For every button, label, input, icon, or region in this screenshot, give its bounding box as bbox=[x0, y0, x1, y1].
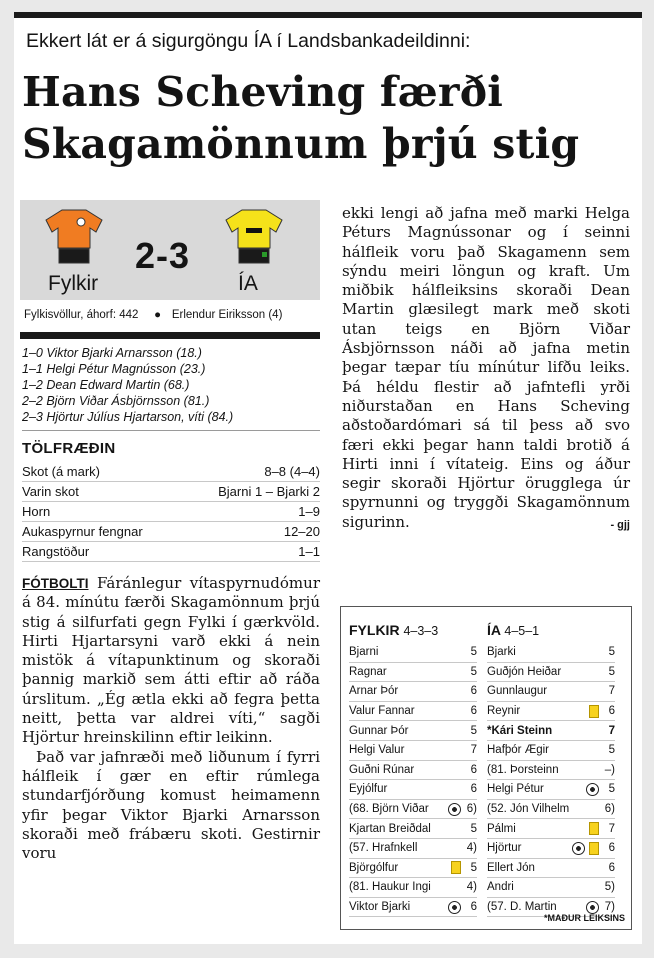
player-name: Arnar Þór bbox=[349, 685, 399, 698]
yellow-card-icon bbox=[589, 842, 599, 855]
lineup-row bbox=[349, 721, 477, 741]
match-info-bar bbox=[20, 300, 320, 330]
player-name: Guðjón Heiðar bbox=[487, 665, 562, 678]
lineup-row bbox=[487, 721, 615, 741]
article-column-1 bbox=[22, 574, 320, 863]
lineup-row bbox=[487, 702, 615, 722]
away-lineup-header bbox=[487, 617, 615, 643]
home-team-name: Fylkir bbox=[48, 272, 99, 295]
whistle-icon: ● bbox=[154, 309, 162, 321]
goal-ball-icon bbox=[586, 901, 599, 914]
player-name: Bjarki bbox=[487, 646, 516, 659]
player-rating: 6 bbox=[608, 861, 615, 874]
stat-label: Rangstöður bbox=[22, 544, 90, 559]
player-name: Viktor Bjarki bbox=[349, 901, 411, 914]
player-name: Reynir bbox=[487, 705, 521, 718]
article-paragraph-3: ekki lengi að jafna með marki Helga Péturs Magnússonar og í seinni hálfleik voru það Skagamenn sem sýndu meiri löngun og kraft. Um miðbik hálfleiksins skoraði Dean Martin glæsilegt mark með skoti utan teigs en Björn Viðar Ásbjörnsson náði að jafna metin þegar tæpar tíu mínútur lifðu leiks. Þá héldu flestir að jafntefli yrði niðurstaðan en Hans Scheving aðstoðardómari sá til þess að svo færi ekki þegar hann taldi brotið á Hirti inni í vítateig. Eins og áður segir skoraði Hjörtur örugglega úr spyrnunni og tryggði Skagamönnum sigurinn. bbox=[342, 204, 630, 531]
goal-line: 1–0 Viktor Bjarki Arnarsson (18.) bbox=[22, 346, 202, 360]
player-rating: 6 bbox=[608, 705, 615, 718]
goal-line: 2–3 Hjörtur Júlíus Hjartarson, víti (84.) bbox=[22, 410, 234, 424]
player-name: (57. Hrafnkell bbox=[349, 842, 418, 855]
goal-ball-icon bbox=[572, 842, 585, 855]
lineup-row bbox=[349, 663, 477, 683]
stats-row bbox=[22, 462, 320, 482]
stats-table bbox=[22, 462, 320, 562]
stat-value: Bjarni 1 – Bjarki 2 bbox=[218, 484, 320, 499]
stats-row bbox=[22, 502, 320, 522]
headline: Hans Scheving færði Skagamönnum þrjú stig bbox=[22, 68, 580, 168]
section-tag: FÓTBOLTI bbox=[22, 576, 89, 591]
goal-line: 1–2 Dean Edward Martin (68.) bbox=[22, 378, 190, 392]
player-name: Kjartan Breiðdal bbox=[349, 822, 431, 835]
player-name: Bjarni bbox=[349, 646, 379, 659]
lineup-row bbox=[487, 643, 615, 663]
stats-row bbox=[22, 542, 320, 562]
lineup-row bbox=[349, 643, 477, 663]
lineup-box bbox=[340, 606, 632, 930]
lineup-row bbox=[487, 819, 615, 839]
player-icons bbox=[444, 901, 461, 914]
player-rating: 6) bbox=[466, 803, 477, 816]
lineup-row bbox=[349, 682, 477, 702]
home-jersey-icon bbox=[44, 208, 104, 272]
lineup-row bbox=[349, 702, 477, 722]
player-icons bbox=[447, 861, 461, 874]
player-rating: 5 bbox=[470, 665, 477, 678]
player-name: Helgi Valur bbox=[349, 744, 405, 757]
player-rating: 5 bbox=[470, 646, 477, 659]
player-icons bbox=[582, 901, 599, 914]
away-jersey-icon bbox=[224, 208, 284, 272]
player-name: Ellert Jón bbox=[487, 861, 535, 874]
lineup-row bbox=[487, 800, 615, 820]
player-rating: 4) bbox=[466, 842, 477, 855]
goal-ball-icon bbox=[448, 901, 461, 914]
player-rating: 6 bbox=[470, 901, 477, 914]
referee: Erlendur Eiriksson (4) bbox=[171, 309, 283, 321]
stat-label: Aukaspyrnur fengnar bbox=[22, 524, 143, 539]
goal-list bbox=[22, 345, 320, 425]
stat-value: 8–8 (4–4) bbox=[264, 464, 320, 479]
lineup-row bbox=[349, 761, 477, 781]
player-rating: 6) bbox=[604, 803, 615, 816]
stats-title: TÖLFRÆÐIN bbox=[22, 440, 116, 457]
lineup-row bbox=[349, 800, 477, 820]
yellow-card-icon bbox=[589, 705, 599, 718]
player-name: Hafþór Ægir bbox=[487, 744, 549, 757]
goal-line: 1–1 Helgi Pétur Magnússon (23.) bbox=[22, 362, 206, 376]
lineup-row bbox=[349, 741, 477, 761]
lineup-row bbox=[349, 819, 477, 839]
player-rating: 5 bbox=[608, 744, 615, 757]
stat-label: Horn bbox=[22, 504, 51, 519]
player-rating: 4) bbox=[466, 881, 477, 894]
stat-label: Varin skot bbox=[22, 484, 79, 499]
away-team-name: ÍA bbox=[238, 272, 258, 295]
player-icons bbox=[585, 822, 599, 835]
player-name: (52. Jón Vilhelm bbox=[487, 803, 570, 816]
player-rating: 5 bbox=[608, 646, 615, 659]
player-rating: 6 bbox=[470, 783, 477, 796]
lineup-row bbox=[349, 839, 477, 859]
player-rating: 5 bbox=[470, 724, 477, 737]
player-name: Ragnar bbox=[349, 665, 387, 678]
player-name: Björgólfur bbox=[349, 861, 399, 874]
byline: - gjj bbox=[610, 519, 630, 532]
player-rating: –) bbox=[604, 763, 615, 776]
away-lineup bbox=[487, 617, 615, 917]
stats-row bbox=[22, 482, 320, 502]
stat-value: 12–20 bbox=[283, 524, 320, 539]
player-rating: 6 bbox=[470, 685, 477, 698]
lineup-row bbox=[349, 878, 477, 898]
stat-value: 1–9 bbox=[298, 504, 320, 519]
player-rating: 7 bbox=[470, 744, 477, 757]
kicker: Ekkert lát er á sigurgöngu ÍA í Landsbankadeildinni: bbox=[26, 30, 471, 52]
lineup-row bbox=[487, 859, 615, 879]
player-icons bbox=[582, 783, 599, 796]
yellow-card-icon bbox=[589, 822, 599, 835]
lineup-row bbox=[349, 859, 477, 879]
player-icons bbox=[568, 842, 599, 855]
stats-row bbox=[22, 522, 320, 542]
article-text: Fáránlegur vítaspyrnudómur á 84. mínútu færði Skagamönnum þrjú stig á silfurfati gegn Fylki í gærkvöld. Hirti Hjartarsyni varð ekki á nein mistök á vítapunktinum og skoraði þannig markið sem átti eftir að ráða úrslitum. „Ég ætla ekki að fegra þetta neitt, þetta var aldrei víti,“ sagði Hjörtur hreinskilinn eftir leikinn. bbox=[22, 574, 320, 747]
rule bbox=[22, 430, 320, 431]
player-name: Valur Fannar bbox=[349, 705, 415, 718]
lineup-row bbox=[487, 663, 615, 683]
player-name: *Kári Steinn bbox=[487, 724, 553, 737]
player-rating: 6 bbox=[470, 763, 477, 776]
lineup-row bbox=[349, 780, 477, 800]
stat-label: Skot (á mark) bbox=[22, 464, 101, 479]
player-rating: 5 bbox=[470, 822, 477, 835]
player-rating: 6 bbox=[470, 705, 477, 718]
player-icons bbox=[585, 705, 599, 718]
player-rating: 7 bbox=[608, 822, 615, 835]
player-name: (57. D. Martin bbox=[487, 901, 557, 914]
player-name: Andri bbox=[487, 881, 514, 894]
home-lineup bbox=[349, 617, 477, 917]
player-icons bbox=[444, 803, 461, 816]
top-rule bbox=[14, 12, 642, 18]
lineup-row bbox=[487, 682, 615, 702]
player-name: (81. Þorsteinn bbox=[487, 763, 559, 776]
player-name: Gunnar Þór bbox=[349, 724, 409, 737]
goal-line: 2–2 Björn Viðar Ásbjörnsson (81.) bbox=[22, 394, 210, 408]
player-name: Eyjólfur bbox=[349, 783, 388, 796]
player-rating: 7 bbox=[608, 724, 615, 737]
article-paragraph-2: Það var jafnræði með liðunum í fyrri hálfleik í gær en eftir rúmlega stundarfjórðung komust heimamenn yfir þegar Viktor Bjarki Arnarsson skoraði með frábæru skoti. Gestirnir voru bbox=[22, 747, 320, 863]
away-lineup-team: ÍA bbox=[487, 622, 501, 638]
goal-ball-icon bbox=[586, 783, 599, 796]
article-column-2 bbox=[342, 204, 630, 535]
player-rating: 6 bbox=[608, 842, 615, 855]
away-formation: 4–5–1 bbox=[504, 624, 540, 638]
player-rating: 5) bbox=[604, 881, 615, 894]
lineup-row bbox=[349, 898, 477, 918]
home-formation: 4–3–3 bbox=[403, 624, 439, 638]
lineup-row bbox=[487, 780, 615, 800]
player-rating: 5 bbox=[608, 665, 615, 678]
section-divider bbox=[20, 332, 320, 339]
stat-value: 1–1 bbox=[298, 544, 320, 559]
lineup-row bbox=[487, 839, 615, 859]
player-name: Pálmi bbox=[487, 822, 516, 835]
match-score: 2-3 bbox=[135, 235, 191, 276]
home-lineup-header bbox=[349, 617, 477, 643]
player-name: Gunnlaugur bbox=[487, 685, 548, 698]
player-name: (68. Björn Viðar bbox=[349, 803, 429, 816]
player-rating: 5 bbox=[470, 861, 477, 874]
home-lineup-team: FYLKIR bbox=[349, 622, 400, 638]
player-name: Helgi Pétur bbox=[487, 783, 544, 796]
lineup-row bbox=[487, 761, 615, 781]
article-paragraph-1 bbox=[22, 574, 320, 748]
player-name: Hjörtur bbox=[487, 842, 522, 855]
player-rating: 7 bbox=[608, 685, 615, 698]
goal-ball-icon bbox=[448, 803, 461, 816]
player-rating: 7) bbox=[604, 901, 615, 914]
player-name: Guðni Rúnar bbox=[349, 763, 415, 776]
man-of-match-legend: *MAÐUR LEIKSINS bbox=[543, 913, 625, 923]
lineup-row bbox=[487, 878, 615, 898]
player-rating: 5 bbox=[608, 783, 615, 796]
venue-attendance: Fylkisvöllur, áhorf: 442 bbox=[24, 309, 139, 321]
player-name: (81. Haukur Ingi bbox=[349, 881, 431, 894]
yellow-card-icon bbox=[451, 861, 461, 874]
lineup-row bbox=[487, 741, 615, 761]
